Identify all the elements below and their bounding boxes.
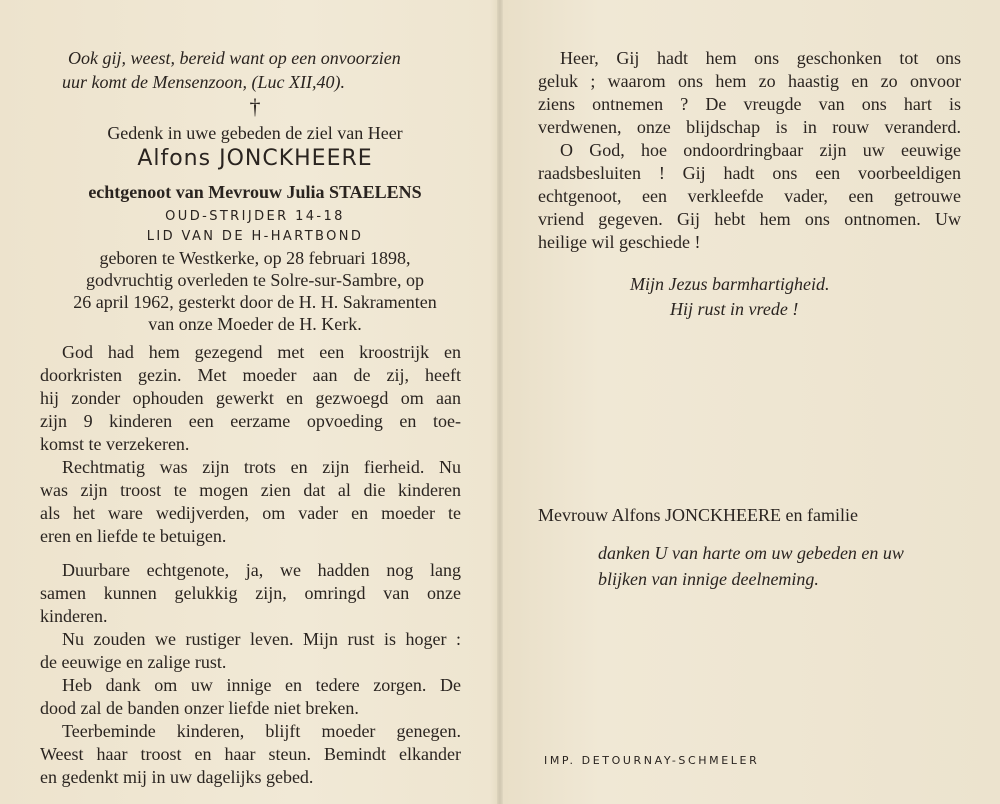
right-panel bbox=[530, 0, 970, 804]
bio-line-3: 26 april 1962, gesterkt door de H. H. Sakramenten bbox=[73, 292, 437, 312]
cross-icon: † bbox=[249, 94, 261, 119]
intro-line: Gedenk in uwe gebeden de ziel van Heer bbox=[107, 123, 403, 143]
bio-line-2: godvruchtig overleden te Solre-sur-Sambre, op bbox=[85, 270, 425, 290]
para1-line-4: zijn 9 kinderen een eerzame opvoeding en toe- bbox=[40, 411, 461, 431]
prayer2-line-2: raadsbesluiten ! Gij hadt ons een voorbeeldigen bbox=[538, 163, 961, 183]
para1-line-3: hij zonder ophouden gewerkt en gezwoegd om aan bbox=[40, 388, 461, 408]
para2-line-4: eren en liefde te betuigen. bbox=[40, 526, 227, 546]
quote-line-1: Ook gij, weest, bereid want op een onvoorzien bbox=[68, 48, 401, 68]
thanks-line-1: danken U van harte om uw gebeden en uw bbox=[598, 543, 904, 563]
para4-line-1: Nu zouden we rustiger leven. Mijn rust is hoger : bbox=[62, 629, 461, 649]
para2-line-1: Rechtmatig was zijn trots en zijn fierheid. Nu bbox=[62, 457, 461, 477]
para6-line-1: Teerbeminde kinderen, blijft moeder genegen. bbox=[62, 721, 461, 741]
para3-line-1: Duurbare echtgenote, ja, we hadden nog lang bbox=[62, 560, 461, 580]
para1-line-2: doorkristen gezin. Met moeder aan de zij, heeft bbox=[40, 365, 461, 385]
prayer2-line-3: echtgenoot, een verkleefde vader, een getrouwe bbox=[538, 186, 961, 206]
thanks-line-2: blijken van innige deelneming. bbox=[598, 569, 819, 589]
bio-line-4: van onze Moeder de H. Kerk. bbox=[148, 314, 362, 334]
para2-line-2: was zijn troost te mogen zien dat al die kinderen bbox=[40, 480, 461, 500]
para1-line-1: God had hem gezegend met een kroostrijk en bbox=[62, 342, 461, 362]
prayer1-line-4: verdwenen, onze blijdschap is in rouw veranderd. bbox=[538, 117, 961, 137]
invocation-line-1: Mijn Jezus barmhartigheid. bbox=[630, 274, 830, 294]
printer-imprint: IMP. DETOURNAY-SCHMELER bbox=[544, 754, 760, 767]
title-association: LID VAN DE H-HARTBOND bbox=[146, 229, 364, 244]
prayer1-line-3: ziens ontnemen ? De vreugde van ons hart is bbox=[538, 94, 961, 114]
para6-line-2: Weest haar troost en haar steun. Bemindt elkander bbox=[40, 744, 461, 764]
prayer1-line-2: geluk ; waarom ons hem zo haastig en zo onvoor bbox=[538, 71, 961, 91]
para4-line-2: de eeuwige en zalige rust. bbox=[40, 652, 227, 672]
family-line: Mevrouw Alfons JONCKHEERE en familie bbox=[538, 505, 858, 525]
title-veteran: OUD-STRIJDER 14-18 bbox=[165, 209, 345, 224]
para1-line-5: komst te verzekeren. bbox=[40, 434, 190, 454]
spouse-line: echtgenoot van Mevrouw Julia STAELENS bbox=[88, 182, 422, 202]
para6-line-3: en gedenkt mij in uw dagelijks gebed. bbox=[40, 767, 314, 787]
prayer1-line-1: Heer, Gij hadt hem ons geschonken tot ons bbox=[560, 48, 961, 68]
prayer2-line-5: heilige wil geschiede ! bbox=[538, 232, 701, 252]
bio-line-1: geboren te Westkerke, op 28 februari 1898, bbox=[99, 248, 411, 268]
prayer2-line-1: O God, hoe ondoordringbaar zijn uw eeuwige bbox=[560, 140, 961, 160]
para3-line-3: kinderen. bbox=[40, 606, 108, 626]
left-panel bbox=[30, 0, 480, 804]
prayer2-line-4: vriend gegeven. Gij hebt hem ons ontnomen. Uw bbox=[538, 209, 961, 229]
quote-line-2: uur komt de Mensenzoon, (Luc XII,40). bbox=[62, 72, 345, 92]
deceased-name: Alfons JONCKHEERE bbox=[137, 146, 373, 171]
para5-line-2: dood zal de banden onzer liefde niet breken. bbox=[40, 698, 359, 718]
para5-line-1: Heb dank om uw innige en tedere zorgen. De bbox=[62, 675, 461, 695]
para3-line-2: samen kunnen gelukkig zijn, omringd van onze bbox=[40, 583, 461, 603]
card-fold bbox=[497, 0, 503, 804]
para2-line-3: als het ware wedijverden, om vader en moeder te bbox=[40, 503, 461, 523]
invocation-line-2: Hij rust in vrede ! bbox=[670, 299, 799, 319]
